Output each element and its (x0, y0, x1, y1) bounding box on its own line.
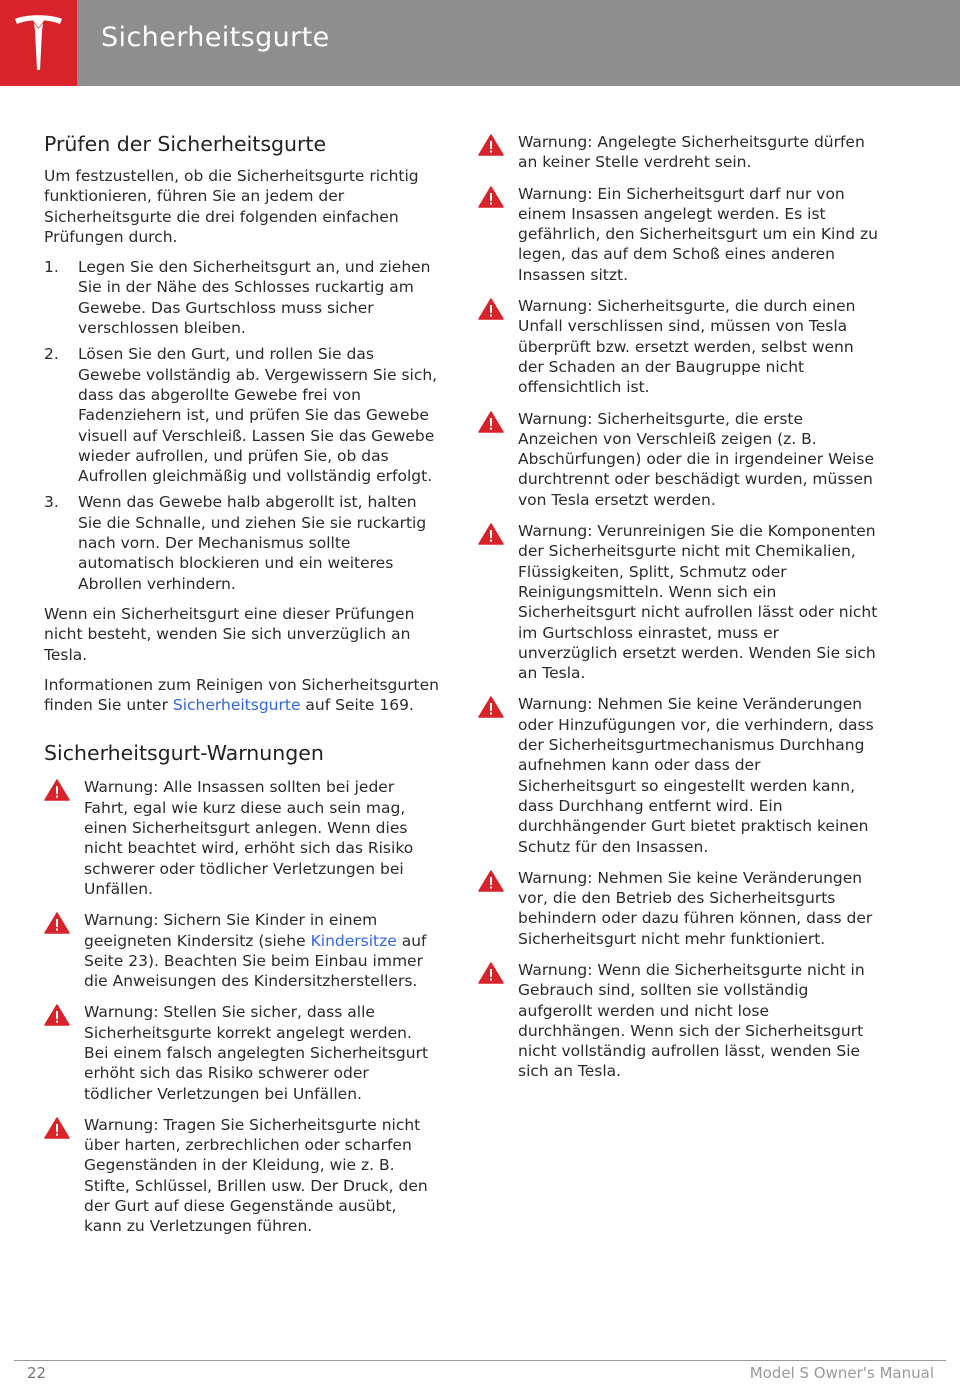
warning-text-part: auf Seite 23). Beachten Sie beim Einbau immer die Anweisungen des Kindersitzherstellers. (84, 931, 427, 991)
warning-icon (478, 134, 504, 156)
warning-text: Warnung: Tragen Sie Sicherheitsgurte nicht über harten, zerbrechlichen oder scharfen Gegenständen in der Kleidung, wie z. B. Stifte, Schlüssel, Brillen usw. Der Druck, den der Gurt auf diese Gegenstände ausübt, kann zu Verletzungen führen. (84, 1115, 428, 1236)
cleaning-info-paragraph (44, 675, 439, 716)
warning-text: Warnung: Ein Sicherheitsgurt darf nur von einem Insassen angelegt werden. Es ist gefährlich, den Sicherheitsgurt um ein Kind zu legen, das auf dem Schoß eines anderen Insassen sitzt. (518, 184, 878, 284)
warning-block (44, 777, 439, 899)
manual-title: Model S Owner's Manual (749, 1364, 934, 1382)
warning-block (44, 1115, 439, 1237)
footer-divider (14, 1360, 946, 1361)
intro-paragraph: Um festzustellen, ob die Sicherheitsgurte richtig funktionieren, führen Sie an jedem der Sicherheitsgurte die drei folgenden einfachen Prüfungen durch. (44, 167, 419, 246)
warning-text: Warnung: Sicherheitsgurte, die erste Anzeichen von Verschleiß zeigen (z. B. Abschürfungen) oder die in irgendeiner Weise durchtrennt oder beschädigt wurden, müssen von Tesla ersetzt werden. (518, 409, 874, 509)
step-text: Wenn das Gewebe halb abgerollt ist, halten Sie die Schnalle, und ziehen Sie sie ruckartig nach vorn. Der Mechanismus sollte automatisch blockieren und ein weiteres Abrollen verhindern. (78, 493, 427, 593)
warning-text: Warnung: Wenn die Sicherheitsgurte nicht in Gebrauch sind, sollten sie vollständig aufgerollt werden und nicht lose durchhängen. Wenn sich der Sicherheitsgurt nicht vollständig aufrollen lässt, wenden Sie sich an Tesla. (518, 960, 865, 1081)
warning-block (478, 868, 878, 949)
warning-text: Warnung: Sicherheitsgurte, die durch einen Unfall verschlissen sind, müssen von Tesla überprüft bzw. ersetzt werden, selbst wenn der Schaden an der Baugruppe nicht offensichtlich ist. (518, 297, 856, 397)
warning-icon (478, 962, 504, 984)
warning-icon (478, 298, 504, 320)
warning-text-part: Warnung: Sichern Sie Kinder in einem geeigneten Kindersitz (siehe (84, 911, 378, 950)
tesla-logo-icon (13, 14, 64, 72)
warning-text: Warnung: Alle Insassen sollten bei jeder Fahrt, egal wie kurz diese auch sein mag, einen Sicherheitsgurt anlegen. Wenn dies nicht beachtet wird, erhöht sich das Risiko schwerer oder tödlicher Verletzungen bei Unfällen. (84, 778, 414, 898)
page-number: 22 (27, 1364, 47, 1382)
failure-paragraph: Wenn ein Sicherheitsgurt eine dieser Prüfungen nicht besteht, wenden Sie sich unverzüglich an Tesla. (44, 604, 415, 664)
warning-block (44, 910, 439, 991)
section-heading-warnings: Sicherheitsgurt-Warnungen (44, 741, 324, 766)
step-number: 1. (44, 258, 59, 277)
warning-icon (44, 1117, 70, 1139)
list-item (44, 492, 439, 593)
brand-logo-box (0, 0, 77, 86)
warning-text: Warnung: Angelegte Sicherheitsgurte dürfen an keiner Stelle verdreht sein. (518, 133, 865, 172)
page-header (0, 0, 960, 86)
warning-icon (478, 696, 504, 718)
warning-block (478, 521, 878, 683)
step-number: 3. (44, 493, 59, 512)
warning-icon (44, 912, 70, 934)
list-item (44, 257, 439, 338)
warning-icon (44, 779, 70, 801)
seatbelts-link[interactable]: Sicherheitsgurte (172, 696, 301, 715)
cleaning-info-text: Informationen zum Reinigen von Sicherheitsgurten finden Sie unter (44, 675, 439, 715)
right-column (478, 132, 878, 1093)
page-title: Sicherheitsgurte (101, 22, 330, 53)
warning-block (478, 132, 878, 173)
left-column (44, 132, 439, 1248)
warning-block (478, 296, 878, 397)
step-number: 2. (44, 345, 59, 364)
warning-block (478, 184, 878, 285)
section-heading-check: Prüfen der Sicherheitsgurte (44, 132, 327, 156)
step-text: Lösen Sie den Gurt, und rollen Sie das Gewebe vollständig ab. Vergewissern Sie sich, dass das abgerollte Gewebe frei von Fadenziehern ist, und prüfen Sie das Gewebe visuell auf Verschleiß. Lassen Sie das Gewebe wieder aufrollen, und prüfen Sie, ob das Aufrollen gleichmäßig und vollständig erfolgt. (78, 345, 438, 486)
check-steps-list (44, 257, 439, 594)
warning-text (84, 910, 439, 991)
step-text: Legen Sie den Sicherheitsgurt an, und ziehen Sie in der Nähe des Schlosses ruckartig am Gewebe. Das Gurtschloss muss sicher verschlossen bleiben. (78, 258, 431, 338)
warning-block (478, 409, 878, 510)
child-seats-link[interactable]: Kindersitze (310, 931, 397, 950)
warning-icon (44, 1004, 70, 1026)
warning-block (478, 960, 878, 1082)
warning-block (478, 694, 878, 856)
warning-text: Warnung: Nehmen Sie keine Veränderungen vor, die den Betrieb des Sicherheitsgurts behindern oder dazu führen können, dass der Sicherheitsgurt nicht mehr funktioniert. (518, 868, 873, 948)
warning-text: Warnung: Nehmen Sie keine Veränderungen oder Hinzufügungen vor, die verhindern, dass der Sicherheitsgurtmechanismus Durchhang aufnehmen kann oder dass der Sicherheitsgurt so eingestellt werden kann, dass Durchhang entfernt wird. Ein durchhängender Gurt bietet praktisch keinen Schutz für den Insassen. (518, 695, 874, 856)
warning-icon (478, 523, 504, 545)
list-item (44, 344, 439, 486)
warning-icon (478, 870, 504, 892)
warning-icon (478, 411, 504, 433)
warning-icon (478, 186, 504, 208)
cleaning-info-page: auf Seite 169. (300, 696, 414, 715)
warning-text: Warnung: Stellen Sie sicher, dass alle Sicherheitsgurte korrekt angelegt werden. Bei einem falsch angelegten Sicherheitsgurt erhöht sich das Risiko schwerer oder tödlicher Verletzungen bei Unfällen. (84, 1003, 429, 1103)
warning-block (44, 1002, 439, 1103)
warning-text: Warnung: Verunreinigen Sie die Komponenten der Sicherheitsgurte nicht mit Chemikalien, Flüssigkeiten, Splitt, Schmutz oder Reinigungsmitteln. Wenn sich ein Sicherheitsgurt nicht aufrollen lässt oder nicht im Gurtschloss einrastet, muss er unverzüglich ersetzt werden. Wenden Sie sich an Tesla. (518, 522, 878, 683)
